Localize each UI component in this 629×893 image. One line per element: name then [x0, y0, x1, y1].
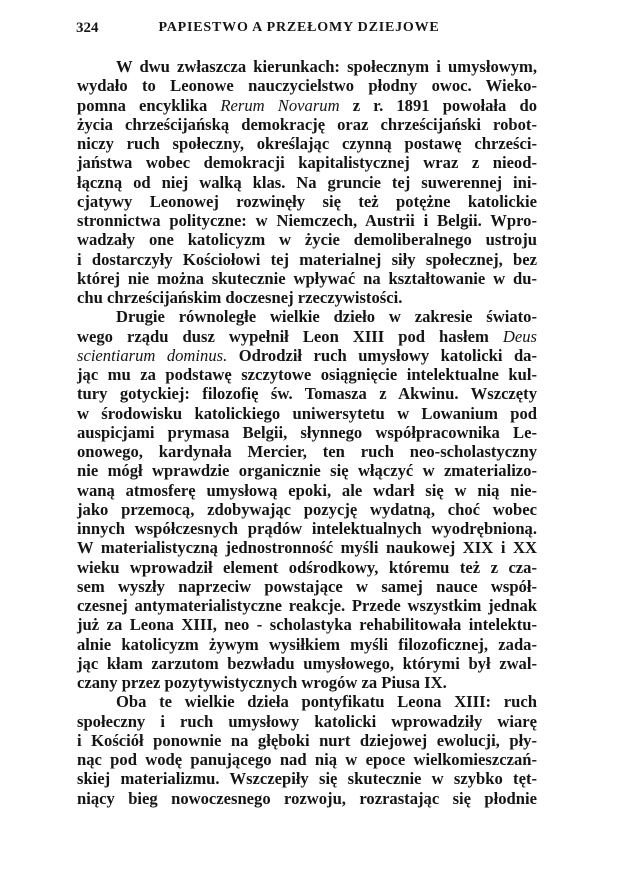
text-line	[77, 153, 537, 172]
text-span: w środowisku katolickiego uniwersytetu w Lowanium pod	[77, 403, 537, 423]
text-span: czany przez pozytywistycznych wrogów za Piusa IX.	[77, 673, 447, 692]
text-line	[77, 115, 537, 134]
text-line	[77, 384, 537, 403]
text-span: i dostarczyły Kościołowi tej materialnej siły społecznej, bez	[77, 249, 537, 269]
text-span: jako przemocą, zdobywając pozycję wydatną, choć wobec	[77, 499, 537, 519]
text-span: i Kościół ponownie na głęboki nurt dziejowej ewolucji, pły-	[77, 730, 537, 750]
text-line	[77, 307, 537, 326]
text-span: Oba te wielkie dzieła pontyfikatu Leona XIII: ruch	[116, 692, 537, 712]
text-span: chu chrześcijańskim doczesnej rzeczywistości.	[77, 288, 403, 307]
text-line	[77, 250, 537, 269]
text-line	[77, 327, 537, 346]
text-span: Odrodził ruch umysłowy katolicki da-	[227, 345, 537, 365]
text-span: pomna encyklika	[77, 95, 221, 115]
text-line	[77, 789, 537, 808]
text-line	[77, 481, 537, 500]
paragraph	[77, 57, 537, 307]
text-line	[77, 731, 537, 750]
text-span: jaństwa wobec demokracji kapitalistycznej wraz z nieod-	[77, 153, 537, 173]
italic-text: scientiarum dominus.	[77, 345, 228, 365]
text-line	[77, 423, 537, 442]
text-span: której nie można skutecznie wpływać na kształtowanie w du-	[77, 268, 537, 288]
text-span: tury gotyckiej: filozofię św. Tomasza z Akwinu. Wszczęty	[77, 384, 537, 404]
text-line	[77, 635, 537, 654]
text-span: innych współczesnych prądów intelektualnych wyodrębnioną.	[77, 519, 537, 538]
text-line	[77, 596, 537, 615]
text-line	[77, 712, 537, 731]
text-line	[77, 57, 537, 76]
text-span: nąc pod wodę panującego nad nią w epoce wielkomieszczań-	[77, 750, 537, 769]
paragraph	[77, 692, 537, 808]
text-span: nie mógł wprawdzie organicznie się włączyć w zmaterializo-	[77, 461, 537, 481]
text-span: onowego, kardynała Mercier, ten ruch neo-scholastyczny	[77, 442, 537, 461]
text-line	[77, 538, 537, 557]
italic-text: Rerum Novarum	[220, 95, 340, 115]
text-span: łączną od niej walką klas. Na gruncie tej suwerennej ini-	[77, 172, 537, 192]
text-line	[77, 346, 537, 365]
text-span: Drugie równoległe wielkie dzieło w zakresie świato-	[116, 307, 537, 327]
text-line	[77, 76, 537, 95]
text-span: życia chrześcijańską demokrację oraz chrześcijański robot-	[77, 114, 537, 134]
text-span: czesnej antymaterialistyczne reakcje. Przede wszystkim jednak	[77, 596, 537, 615]
text-line	[77, 769, 537, 788]
text-span: już za Leona XIII, neo - scholastyka rehabilitowała intelektu-	[77, 615, 537, 635]
text-span: W dwu zwłaszcza kierunkach: społecznym i umysłowym,	[116, 57, 537, 76]
text-span: jąc kłam zarzutom bezwładu umysłowego, którymi był zwal-	[77, 653, 537, 673]
text-span: jąc mu za podstawę szczytowe osiągnięcie intelektualne kul-	[77, 365, 537, 384]
text-span: niczy ruch społeczny, określając czynną postawę chrześci-	[77, 134, 537, 153]
text-line	[77, 692, 537, 711]
text-line	[77, 673, 537, 692]
text-span: alnie katolicyzm żywym wysiłkiem myśli filozoficznej, zada-	[77, 634, 537, 654]
text-span: niący bieg nowoczesnego rozwoju, rozrastając się płodnie	[77, 788, 537, 808]
text-line	[77, 654, 537, 673]
page-header	[60, 20, 538, 42]
text-span: sem wyszły naprzeciw powstające w samej nauce współ-	[77, 576, 537, 596]
text-line	[77, 500, 537, 519]
text-span: waną atmosferę umysłową epoki, ale wdarł się w nią nie-	[77, 480, 537, 500]
text-line	[77, 404, 537, 423]
text-span: stronnictwa polityczne: w Niemczech, Austrii i Belgii. Wpro-	[77, 211, 537, 230]
text-span: W materialistyczną jednostronność myśli naukowej XIX i XX	[77, 538, 537, 558]
text-span: z r. 1891 powołała do	[339, 95, 537, 115]
text-line	[77, 519, 537, 538]
text-span: cjatywy Leonowej rozwinęły się też potężne katolickie	[77, 191, 537, 211]
text-line	[77, 365, 537, 384]
text-line	[77, 750, 537, 769]
text-span: wego rządu dusz wypełnił Leon XIII pod hasłem	[77, 326, 503, 346]
text-span: społeczny i ruch umysłowy katolicki wprowadziły wiarę	[77, 711, 537, 731]
text-line	[77, 615, 537, 634]
text-line	[77, 288, 537, 307]
page-body	[77, 57, 537, 808]
page-number: 324	[76, 20, 99, 36]
text-line	[77, 211, 537, 230]
text-line	[77, 269, 537, 288]
text-line	[77, 442, 537, 461]
text-line	[77, 461, 537, 480]
text-line	[77, 134, 537, 153]
text-span: wydało to Leonowe nauczycielstwo płodny owoc. Wieko-	[77, 76, 537, 96]
text-line	[77, 173, 537, 192]
running-title: PAPIESTWO A PRZEŁOMY DZIEJOWE	[158, 20, 440, 35]
text-span: wadzały one katolicyzm w życie demoliberalnego ustroju	[77, 230, 537, 250]
text-line	[77, 558, 537, 577]
text-line	[77, 577, 537, 596]
italic-text: Deus	[502, 326, 537, 346]
text-line	[77, 96, 537, 115]
text-span: auspicjami prymasa Belgii, słynnego współpracownika Le-	[77, 422, 537, 442]
text-line	[77, 230, 537, 249]
text-span: wieku wprowadził element odśrodkowy, któremu też z cza-	[77, 557, 537, 577]
text-span: skiej materializmu. Wszczepiły się skutecznie w szybko tęt-	[77, 769, 537, 789]
text-line	[77, 192, 537, 211]
paragraph	[77, 307, 537, 692]
